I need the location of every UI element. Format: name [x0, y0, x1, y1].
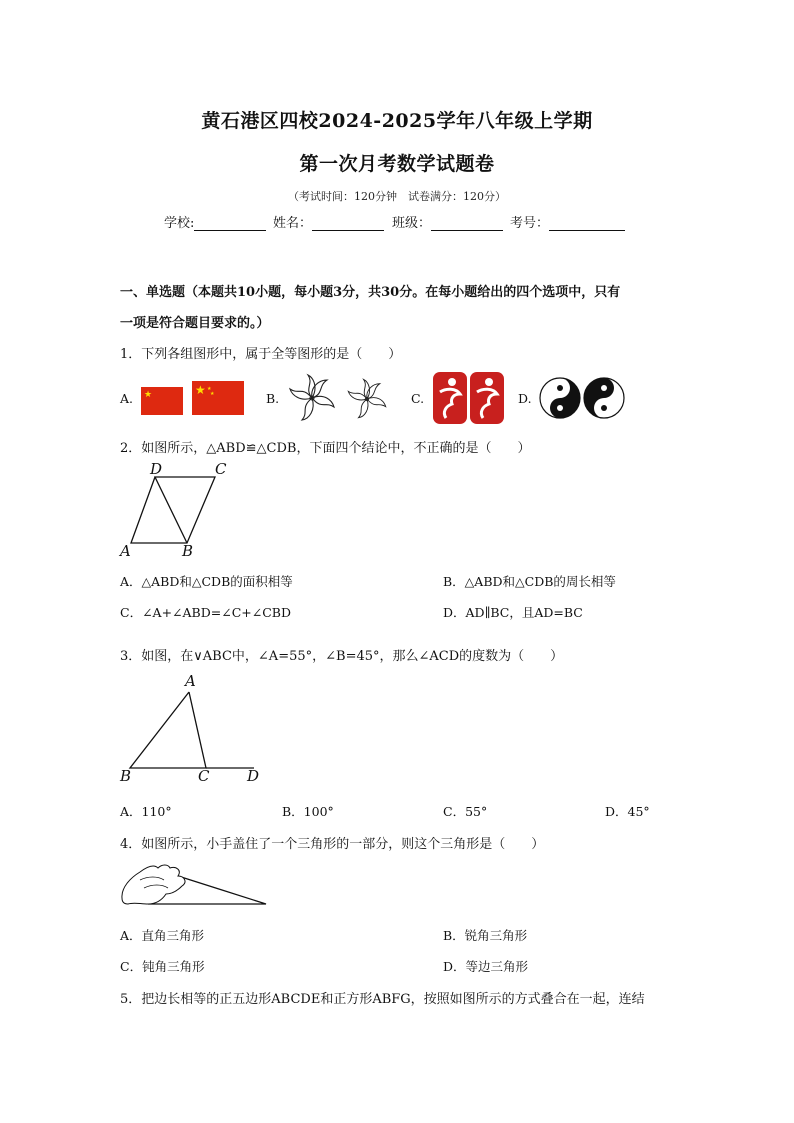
q1-option-d-label[interactable]: D. [518, 391, 532, 406]
name-blank[interactable] [312, 216, 384, 231]
exam-number-blank[interactable] [549, 216, 625, 231]
q1-bauhinia-figure [285, 372, 395, 424]
q2-option-a[interactable]: A．△ABD和△CDB的面积相等 [120, 574, 293, 589]
q3-label-c: C [198, 767, 210, 785]
exam-info: （考试时间：120分钟 试卷满分：120分） [288, 190, 506, 203]
flag-small-star: ★ [144, 390, 153, 400]
section-1-heading: 一、单选题（本题共10小题，每小题3分，共30分。在每小题给出的四个选项中，只有 [120, 285, 621, 300]
q3-label-a: A [185, 672, 196, 690]
yinyang-2 [584, 378, 624, 418]
q4-option-b[interactable]: B．锐角三角形 [443, 928, 528, 943]
bauhinia-flower-1 [290, 375, 334, 420]
q1-emblem-figure [432, 370, 506, 426]
name-field[interactable] [273, 212, 384, 231]
q3-label-b: B [120, 767, 132, 785]
q3-option-b[interactable]: B．100° [282, 804, 334, 819]
svg-text:★: ★ [210, 391, 215, 397]
question-2-stem: 2．如图所示，△ABD≌△CDB，下面四个结论中，不正确的是（ ） [120, 441, 531, 456]
q3-option-a[interactable]: A．110° [120, 804, 172, 819]
yinyang-1 [540, 378, 580, 418]
class-blank[interactable] [431, 216, 503, 231]
school-label: 学校: [164, 216, 195, 231]
bauhinia-flower-2 [348, 379, 385, 417]
section-1-heading-cont: 一项是符合题目要求的。） [120, 316, 270, 331]
q3-triangle-figure [118, 672, 268, 786]
hand-icon [122, 865, 185, 904]
exam-number-field[interactable] [510, 212, 625, 231]
school-field[interactable] [164, 212, 266, 231]
q2-option-b[interactable]: B．△ABD和△CDB的周长相等 [443, 574, 616, 589]
q2-option-d[interactable]: D．AD∥BC，且AD=BC [443, 605, 583, 620]
q1-yinyang-figure [539, 376, 627, 420]
q3-label-d: D [247, 767, 260, 785]
q2-label-c: C [215, 460, 227, 478]
q4-option-d[interactable]: D．等边三角形 [443, 959, 529, 974]
q3-option-d[interactable]: D．45° [605, 804, 650, 819]
q2-label-a: A [120, 542, 131, 560]
question-4-stem: 4．如图所示，小手盖住了一个三角形的一部分，则这个三角形是（ ） [120, 837, 545, 852]
q2-option-c[interactable]: C．∠A+∠ABD=∠C+∠CBD [120, 605, 291, 620]
svg-text:★: ★ [207, 386, 212, 392]
q2-parallelogram-figure [118, 458, 228, 562]
class-field[interactable] [392, 212, 503, 231]
q3-option-c[interactable]: C．55° [443, 804, 488, 819]
q4-hand-triangle-figure [118, 858, 274, 914]
question-5-stem: 5．把边长相等的正五边形ABCDE和正方形ABFG，按照如图所示的方式叠合在一起，连结 [120, 992, 645, 1007]
flag-large-star: ★ [195, 383, 206, 397]
title-line-1: 黄石港区四校2024-2025学年八年级上学期 [201, 110, 593, 132]
q1-option-b-label[interactable]: B. [266, 391, 280, 406]
question-3-stem: 3．如图，在∨ABC中，∠A=55°，∠B=45°，那么∠ACD的度数为（ ） [120, 649, 564, 664]
q4-option-a[interactable]: A．直角三角形 [120, 928, 205, 943]
q2-label-d: D [150, 460, 163, 478]
q2-label-b: B [182, 542, 194, 560]
exam-number-label: 考号： [510, 216, 550, 231]
q1-flags-figure [141, 380, 245, 416]
name-label: 姓名： [273, 216, 313, 231]
q1-option-c-label[interactable]: C. [411, 391, 425, 406]
q1-option-a-label[interactable]: A. [120, 391, 134, 406]
question-1-stem: 1．下列各组图形中，属于全等图形的是（ ） [120, 347, 402, 362]
title-line-2: 第一次月考数学试题卷 [299, 153, 495, 175]
class-label: 班级： [392, 216, 432, 231]
school-blank[interactable] [194, 216, 266, 231]
q4-option-c[interactable]: C．钝角三角形 [120, 959, 205, 974]
